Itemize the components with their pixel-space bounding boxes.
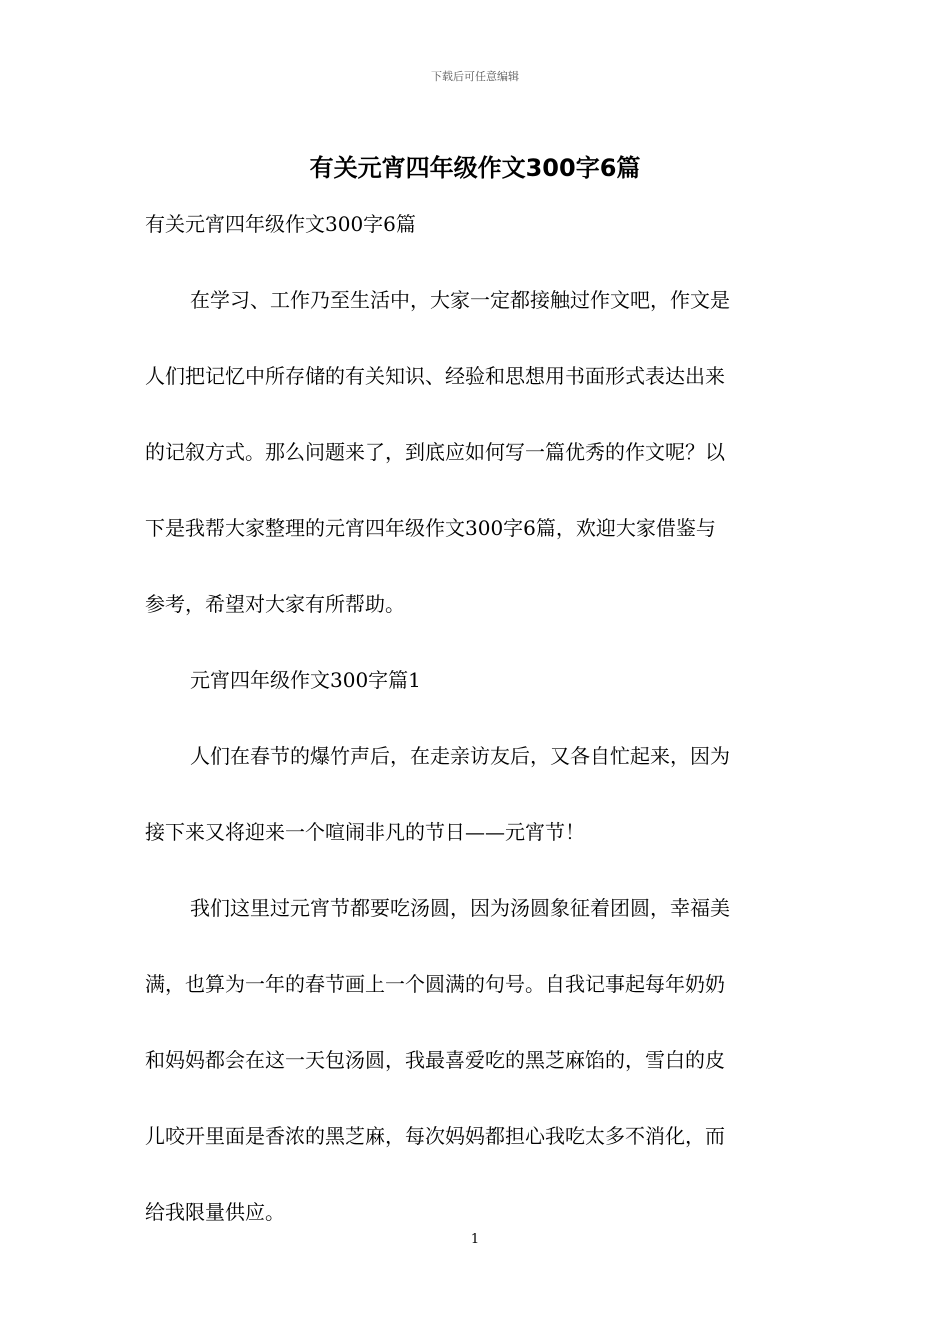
paragraph-line: 的记叙方式。那么问题来了，到底应如何写一篇优秀的作文呢？以: [145, 440, 725, 464]
paragraph-line: 和妈妈都会在这一天包汤圆，我最喜爱吃的黑芝麻馅的，雪白的皮: [145, 1048, 725, 1072]
paragraph-line: 满，也算为一年的春节画上一个圆满的句号。自我记事起每年奶奶: [145, 972, 725, 996]
paragraph-line: 儿咬开里面是香浓的黑芝麻，每次妈妈都担心我吃太多不消化，而: [145, 1124, 725, 1148]
paragraph-line: 我们这里过元宵节都要吃汤圆，因为汤圆象征着团圆，幸福美: [190, 896, 730, 920]
paragraph-line: 在学习、工作乃至生活中，大家一定都接触过作文吧，作文是: [190, 288, 730, 312]
document-body: [145, 205, 807, 1269]
paragraph-line: 人们把记忆中所存储的有关知识、经验和思想用书面形式表达出来: [145, 364, 725, 388]
header-note: 下载后可任意编辑: [431, 70, 519, 83]
paragraph-line: 接下来又将迎来一个喧闹非凡的节日——元宵节！: [145, 820, 585, 844]
paragraph-line: 人们在春节的爆竹声后，在走亲访友后，又各自忙起来，因为: [190, 744, 730, 768]
paragraph-line: 参考，希望对大家有所帮助。: [145, 592, 405, 616]
paragraph-line: 给我限量供应。: [145, 1200, 285, 1224]
page-number: 1: [470, 1232, 480, 1247]
document-title: 有关元宵四年级作文300字6篇: [309, 154, 641, 182]
paragraph-line: 下是我帮大家整理的元宵四年级作文300字6篇，欢迎大家借鉴与: [145, 516, 716, 540]
document-subtitle: 有关元宵四年级作文300字6篇: [145, 212, 416, 236]
section-heading: 元宵四年级作文300字篇1: [190, 668, 421, 692]
